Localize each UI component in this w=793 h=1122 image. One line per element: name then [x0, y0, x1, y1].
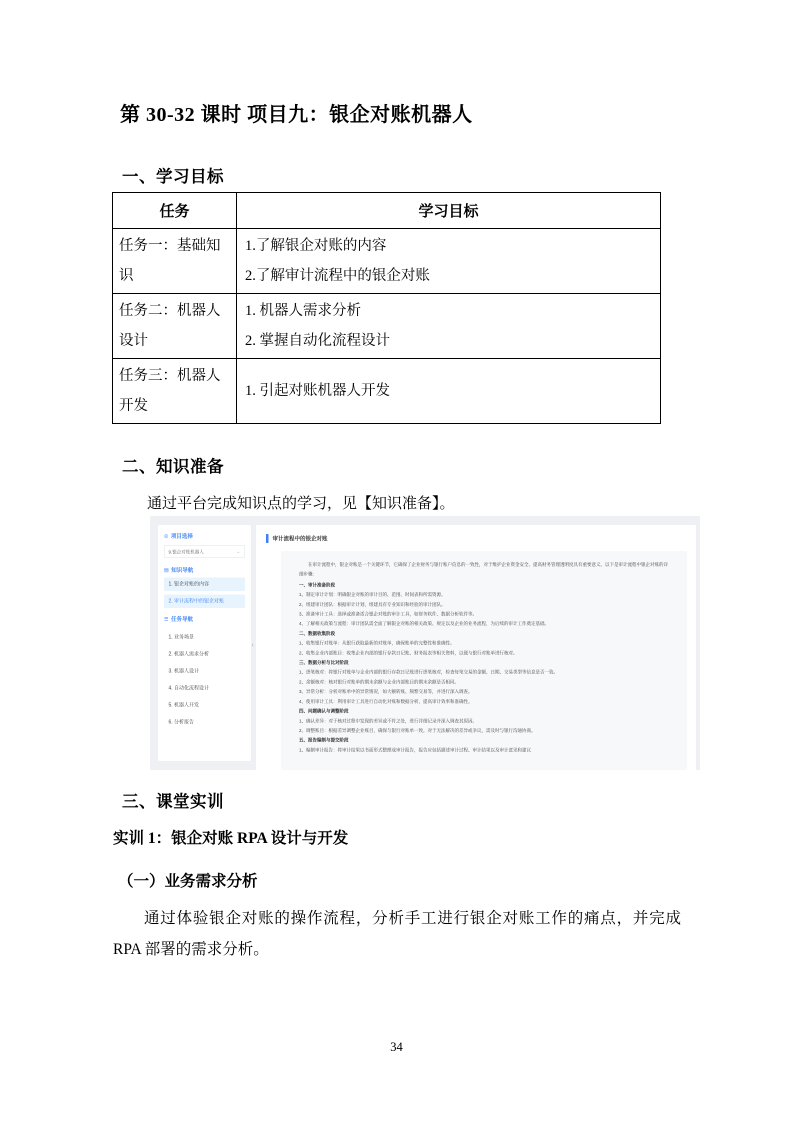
sidebar-item-task-3[interactable]: 3. 机器人设计: [168, 668, 200, 674]
table-row: [113, 229, 661, 294]
sidebar-item-knowledge-2-selected[interactable]: 2. 审计流程中的银企对账: [164, 595, 245, 609]
section-heading-knowledge: 二、知识准备: [122, 457, 224, 476]
goal-item: 2. 掌握自动化流程设计: [245, 333, 390, 349]
knowledge-nav-label: 知识导航: [171, 567, 194, 574]
content-line: 1、收集银行对账单：从银行获取最新的对账单，确保账单的完整性和准确性。: [299, 640, 455, 646]
section-heading-classroom: 三、课堂实训: [122, 792, 224, 811]
sidebar-item-task-6[interactable]: 6. 分析报告: [168, 719, 195, 725]
goals-cell: [237, 294, 661, 359]
content-line: 4、了解相关政策与流程：审计团队需全面了解银企对账的相关政策、规定以及企业的业务流程，为后续的审计工作奠定基础。: [299, 621, 550, 627]
content-line: 3、准备审计工具：选择或准备适合银企对账的审计工具，如财务软件、数据分析软件等。: [299, 611, 478, 617]
goal-item: 1. 引起对账机器人开发: [245, 383, 390, 399]
goal-item: 1. 机器人需求分析: [245, 303, 361, 319]
platform-canvas: [150, 516, 700, 770]
sidebar-item-task-4[interactable]: 4. 自动化流程设计: [168, 685, 210, 691]
goal-item: 2.了解审计流程中的银企对账: [245, 268, 430, 284]
knowledge-nav-header: [164, 566, 245, 574]
content-line: 三、数据分析与比对阶段: [299, 660, 349, 666]
content-line: 2、余额核对：核对银行对账单的期末余额与企业内部账目的期末余额是否相同。: [299, 679, 460, 685]
content-line: 4、使用审计工具：利用审计工具进行自动化对账和数据分析，提高审计效率和准确性。: [299, 698, 473, 704]
page-number: 34: [390, 1040, 403, 1054]
table-row: [113, 294, 661, 359]
content-line: 五、报告编制与提交阶段: [299, 737, 349, 743]
task-nav-label: 任务导航: [170, 616, 193, 623]
content-line: 四、问题确认与调整阶段: [299, 708, 349, 714]
knowledge-intro-text: 通过平台完成知识点的学习，见【知识准备】。: [147, 496, 455, 512]
content-line: 二、数据收集阶段: [299, 630, 336, 636]
content-line: 2、收集企业内部账目：收集企业内部的银行存款日记账、财务报表等相关资料，以便与银行对账单进行核对。: [299, 650, 518, 656]
project-select-label: 项目选择: [170, 533, 193, 540]
content-header: [256, 525, 696, 550]
goal-item: 1.了解银企对账的内容: [245, 238, 387, 254]
goals-cell: [237, 359, 661, 424]
col-header-task: 任务: [113, 193, 237, 229]
table-row: [113, 359, 661, 424]
col-header-goals: 学习目标: [237, 193, 661, 229]
content-line: 1、逐笔核对：将银行对账单与企业内部的银行存款日记账进行逐笔核对，检查每笔交易的金额、日期、交易类型等信息是否一致。: [299, 669, 559, 675]
knowledge-nav-icon: ▤: [164, 567, 169, 573]
training-paragraph: 通过体验银企对账的操作流程，分析手工进行银企对账工作的痛点，并完成 RPA 部署的需求分析。: [113, 910, 681, 958]
table-header-row: [113, 193, 661, 229]
platform-content-panel: [256, 525, 696, 770]
content-line: 1、编制审计报告：将审计结果以书面形式整理成审计报告，报告应包括描述审计过程、审计结果以及审计意见和建议: [299, 747, 532, 753]
training-heading: 实训 1：银企对账 RPA 设计与开发: [113, 830, 349, 847]
platform-screenshot: [150, 516, 700, 770]
project-dropdown-value: 9.银企对账机器人: [168, 549, 204, 555]
task-cell: 任务二：机器人设计: [113, 294, 237, 359]
section-heading-objectives: 一、学习目标: [122, 167, 224, 186]
task-nav-icon: ☰: [164, 616, 169, 622]
content-line: 一、审计准备阶段: [299, 582, 336, 588]
accent-bar: [266, 534, 269, 543]
platform-sidebar: [158, 525, 251, 761]
content-line: 2、组建审计团队：根据审计计划，组建具有专业知识和经验的审计团队。: [299, 601, 446, 607]
content-title: 审计流程中的银企对账: [272, 536, 328, 542]
task-cell: 任务一：基础知识: [113, 229, 237, 294]
project-dropdown[interactable]: [164, 545, 245, 558]
sidebar-item-task-5[interactable]: 5. 机器人开发: [168, 702, 200, 708]
sidebar-item-task-1[interactable]: 1. 业务场景: [168, 634, 195, 640]
objectives-table: [112, 192, 661, 424]
task-cell: 任务三：机器人开发: [113, 359, 237, 424]
goals-cell: [237, 229, 661, 294]
sidebar-collapse-icon[interactable]: ‹: [251, 640, 254, 649]
chevron-down-icon: ⌄: [236, 548, 241, 555]
content-line: 1、制定审计计划：明确银企对账的审计目的、范围、时间表和所需资源。: [299, 592, 446, 598]
doc-title: 第 30-32 课时 项目九：银企对账机器人: [120, 104, 473, 126]
biz-analysis-heading: （一）业务需求分析: [118, 873, 258, 890]
content-line: 在审计流程中，银企对账是一个关键环节，它确保了企业财务与银行账户信息的一致性，对于维护企业资金安全、提高财务管理透明度具有重要意义。以下是审计流程中银企对账的详细步骤：: [299, 562, 669, 577]
project-select-icon: ◎: [164, 533, 169, 539]
content-line: 1、确认差异：对于核对过程中发现的差异或不符之处，进行详细记录并深入调查其原因。: [299, 718, 478, 724]
project-select-header: [164, 532, 245, 540]
task-nav-header: [164, 615, 245, 623]
sidebar-item-task-2[interactable]: 2. 机器人需求分析: [168, 651, 210, 657]
sidebar-item-knowledge-1[interactable]: 1. 银企对账的内容: [164, 578, 245, 592]
content-line: 2、调整账目：根据差异调整企业账目，确保与银行对账单一致。对于无法解决的差异或争议，需及时与银行沟通协商。: [299, 727, 536, 733]
content-line: 3、异常分析：分析对账单中的异常情况，如大额转账、频繁交易等，并进行深入调查。: [299, 689, 473, 695]
content-text-box: [281, 551, 687, 770]
